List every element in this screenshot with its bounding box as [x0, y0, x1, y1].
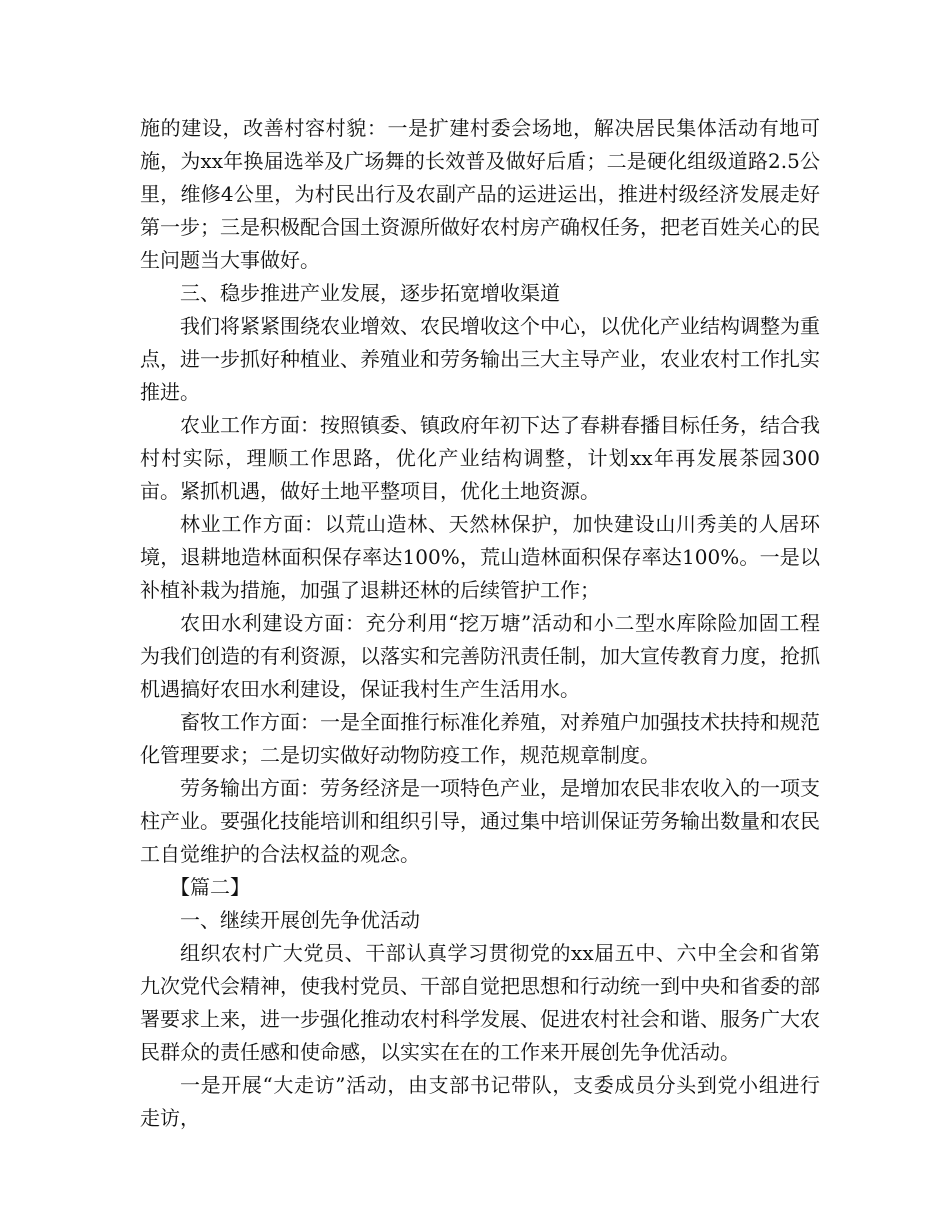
section-heading-excellence: 一、继续开展创先争优活动 — [180, 908, 420, 932]
paragraph-agriculture: 农业工作方面：按照镇委、镇政府年初下达了春耕春播目标任务，结合我村村实际，理顺工作思路，优化产业结构调整，计划xx年再发展茶园300亩。紧抓机遇，做好土地平整项目，优化土地资源。 — [140, 413, 820, 503]
paragraph-livestock: 畜牧工作方面：一是全面推行标准化养殖，对养殖户加强技术扶持和规范化管理要求；二是切实做好动物防疫工作，规范规章制度。 — [140, 710, 820, 767]
section-tag-part-two: 【篇二】 — [170, 875, 250, 899]
paragraph-water-conservancy: 农田水利建设方面：充分利用“挖万塘”活动和小二型水库除险加固工程为我们创造的有利资源，以落实和完善防汛责任制，加大宣传教育力度，抢抓机遇搞好农田水利建设，保证我村生产生活用水。 — [140, 611, 820, 701]
document-body — [140, 112, 820, 1135]
paragraph-industry-overview: 我们将紧紧围绕农业增效、农民增收这个中心，以优化产业结构调整为重点，进一步抓好种植业、养殖业和劳务输出三大主导产业，农业农村工作扎实推进。 — [140, 314, 820, 404]
paragraph-village-construction: 施的建设，改善村容村貌：一是扩建村委会场地，解决居民集体活动有地可施，为xx年换届选举及广场舞的长效普及做好后盾；二是硬化组级道路2.5公里，维修4公里，为村民出行及农副产品的运进运出，推进村级经济发展走好第一步；三是积极配合国土资源所做好农村房产确权任务，把老百姓关心的民生问题当大事做好。 — [140, 116, 820, 272]
paragraph-labor-export: 劳务输出方面：劳务经济是一项特色产业，是增加农民非农收入的一项支柱产业。要强化技能培训和组织引导，通过集中培训保证劳务输出数量和农民工自觉维护的合法权益的观念。 — [140, 776, 820, 866]
paragraph-party-study: 组织农村广大党员、干部认真学习贯彻党的xx届五中、六中全会和省第九次党代会精神，使我村党员、干部自觉把思想和行动统一到中央和省委的部署要求上来，进一步强化推动农村科学发展、促进农村社会和谐、服务广大农民群众的责任感和使命感，以实实在在的工作来开展创先争优活动。 — [140, 941, 820, 1064]
section-heading-industry: 三、稳步推进产业发展，逐步拓宽增收渠道 — [180, 281, 560, 305]
paragraph-visit-activity: 一是开展“大走访”活动，由支部书记带队，支委成员分头到党小组进行走访， — [140, 1073, 820, 1130]
paragraph-forestry: 林业工作方面：以荒山造林、天然林保护，加快建设山川秀美的人居环境，退耕地造林面积保存率达100%，荒山造林面积保存率达100%。一是以补植补栽为措施，加强了退耕还林的后续管护工作； — [140, 512, 820, 602]
